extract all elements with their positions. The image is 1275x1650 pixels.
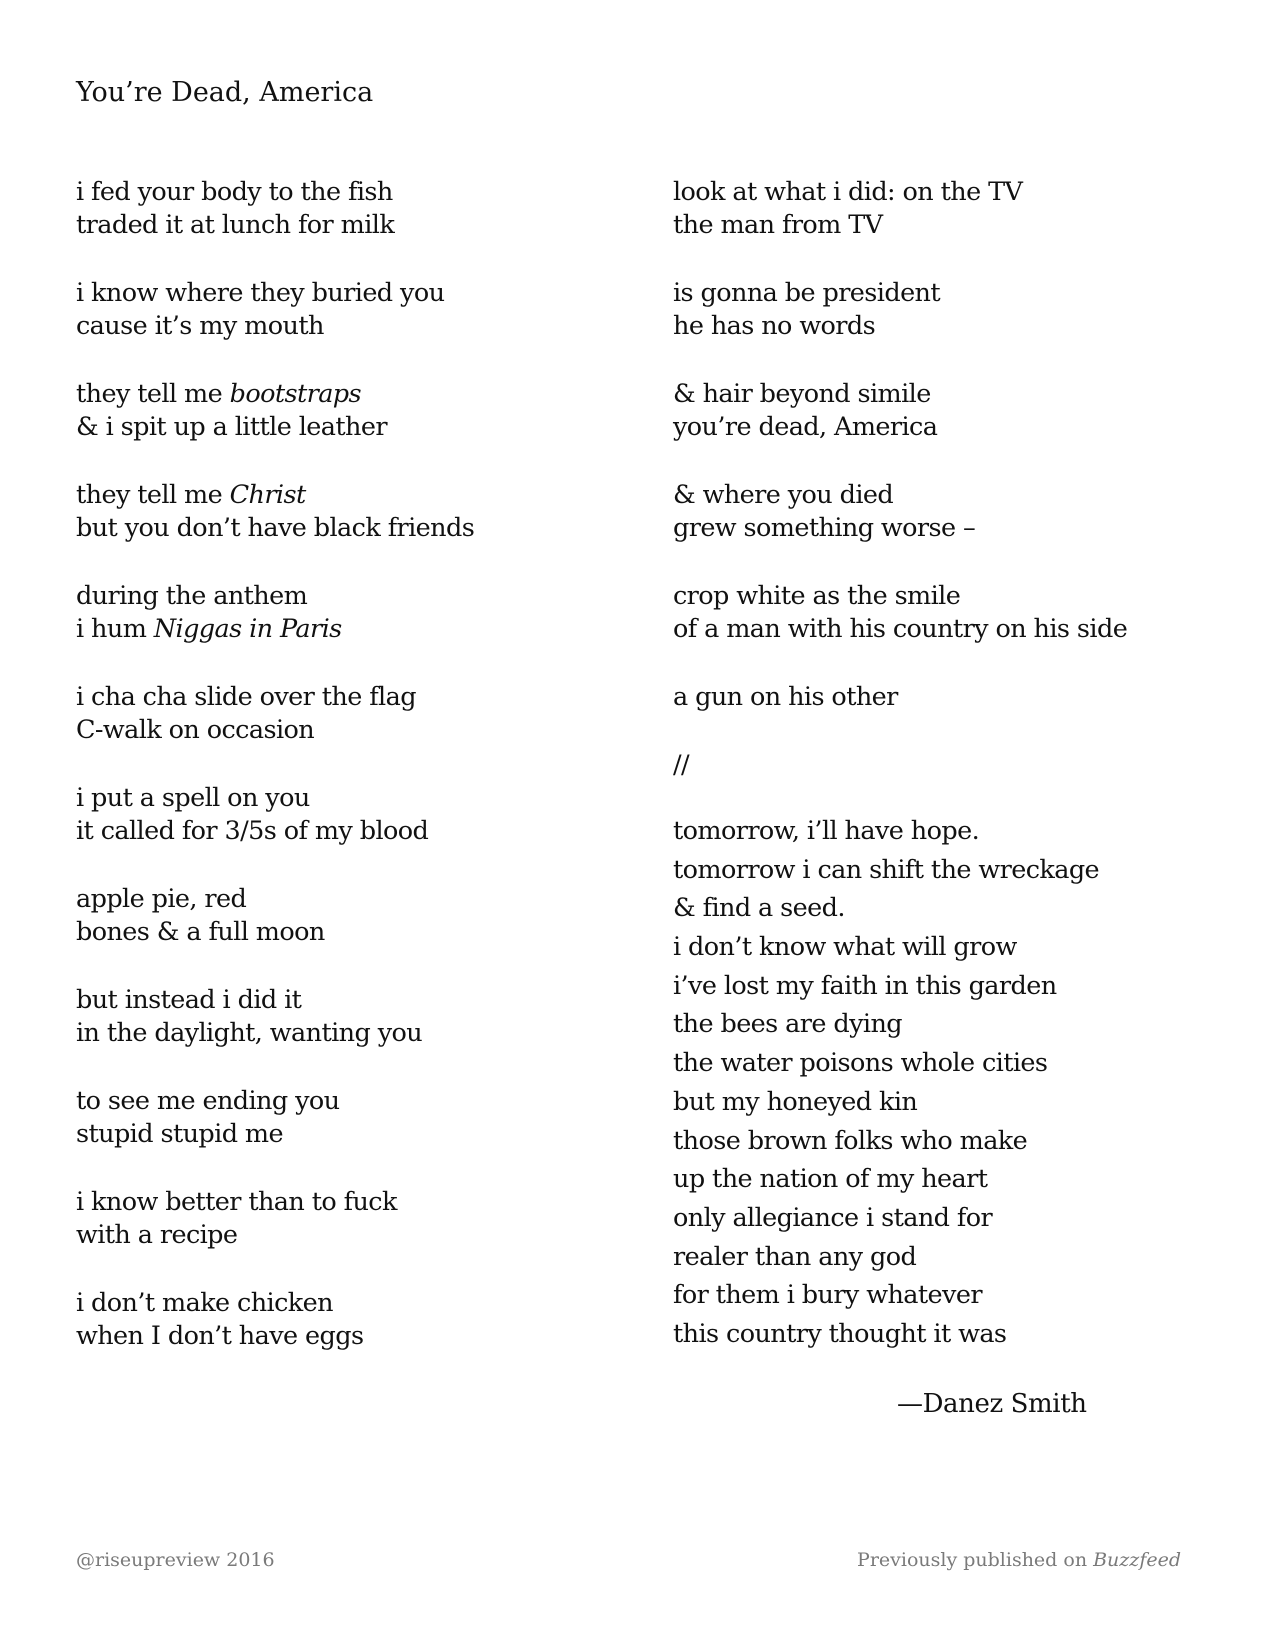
line-emphasis: bootstraps [229,379,362,409]
poem-line [76,782,636,815]
line-text: bones & a full moon [76,917,325,947]
line-text: to see me ending you [76,1086,340,1116]
line-text: & hair beyond simile [673,379,931,409]
poem-line: i don’t know what will grow [673,932,1017,963]
poem-line [673,411,1233,444]
poem-line [76,1186,636,1219]
stanza [76,681,636,747]
line-text: a gun on his other [673,682,898,712]
line-emphasis: Christ [229,480,306,510]
poem-line [76,613,636,646]
poem-line [673,512,1233,545]
stanza [673,277,1233,343]
author-signature: —Danez Smith [897,1389,1087,1419]
footer-copyright: @riseupreview 2016 [76,1549,275,1571]
poem-line [673,681,1233,714]
poem-line [76,479,636,512]
poem-line [76,310,636,343]
line-text: crop white as the smile [673,581,961,611]
line-text: look at what i did: on the TV [673,177,1023,207]
section-separator: // [673,750,689,780]
line-text: with a recipe [76,1220,238,1250]
footer-publication-source: Buzzfeed [1093,1549,1181,1571]
poem-line [76,512,636,545]
line-text: i hum [76,614,154,644]
stanza [76,984,636,1050]
poem-line [673,580,1233,613]
poem-line [76,580,636,613]
poem-left-column [76,176,636,1388]
line-text: is gonna be president [673,278,941,308]
poem-line: for them i bury whatever [673,1280,982,1311]
line-text: i cha cha slide over the flag [76,682,416,712]
line-text: but instead i did it [76,985,302,1015]
poem-line [673,209,1233,242]
line-text: when I don’t have eggs [76,1321,364,1351]
poem-line [76,916,636,949]
poem-line: this country thought it was [673,1318,1007,1349]
stanza [76,1186,636,1252]
poem-title: You’re Dead, America [76,77,374,108]
stanza [76,378,636,444]
line-text: grew something worse – [673,513,976,543]
poem-line: the bees are dying [673,1009,902,1040]
stanza [76,1287,636,1353]
poem-line: tomorrow i can shift the wreckage [673,854,1100,885]
poem-line [76,883,636,916]
stanza [76,782,636,848]
line-text: stupid stupid me [76,1119,284,1149]
line-text: it called for 3/5s of my blood [76,816,429,846]
stanza [76,479,636,545]
footer-publication-prefix: Previously published on [857,1549,1094,1571]
line-text: the man from TV [673,210,883,240]
stanza [76,1085,636,1151]
poem-line [673,176,1233,209]
poem-line [76,815,636,848]
poem-line [76,714,636,747]
poem-line [673,310,1233,343]
poem-line [76,1118,636,1151]
poem-line [76,1085,636,1118]
line-text: i know better than to fuck [76,1187,397,1217]
line-text: i put a spell on you [76,783,310,813]
stanza [76,277,636,343]
poem-line: i’ve lost my faith in this garden [673,970,1057,1001]
poem-line: realer than any god [673,1241,917,1272]
line-text: C-walk on occasion [76,715,315,745]
poem-line: those brown folks who make [673,1125,1028,1156]
poem-line [76,1287,636,1320]
footer-publication-note [857,1548,1181,1572]
line-text: in the daylight, wanting you [76,1018,423,1048]
poem-line: up the nation of my heart [673,1164,988,1195]
stanza [673,580,1233,646]
poem-line [673,277,1233,310]
stanza [76,176,636,242]
stanza [673,479,1233,545]
poem-right-column [673,176,1233,1389]
poem-line [76,277,636,310]
poem-line [673,613,1233,646]
line-text: he has no words [673,311,876,341]
line-text: traded it at lunch for milk [76,210,395,240]
line-text: & where you died [673,480,894,510]
poem-line: only allegiance i stand for [673,1202,993,1233]
line-text: they tell me [76,379,230,409]
poem-line: but my honeyed kin [673,1086,918,1117]
line-text: apple pie, red [76,884,247,914]
line-text: but you don’t have black friends [76,513,475,543]
line-text: they tell me [76,480,230,510]
line-text: i don’t make chicken [76,1288,333,1318]
poem-line [673,378,1233,411]
line-text: i fed your body to the fish [76,177,393,207]
right-column-stanzas [673,176,1233,714]
poem-line: & find a seed. [673,893,845,924]
line-text: you’re dead, America [673,412,938,442]
stanza [673,176,1233,242]
line-text: during the anthem [76,581,308,611]
stanza [673,378,1233,444]
line-emphasis: Niggas in Paris [153,614,342,644]
poem-line [76,681,636,714]
stanza [76,580,636,646]
poem-line [76,209,636,242]
poem-line [76,1219,636,1252]
stanza [673,681,1233,714]
line-text: & i spit up a little leather [76,412,387,442]
poem-line [76,378,636,411]
line-text: of a man with his country on his side [673,614,1128,644]
poem-line: tomorrow, i’ll have hope. [673,816,980,846]
line-text: i know where they buried you [76,278,445,308]
poem-line [76,411,636,444]
line-text: cause it’s my mouth [76,311,324,341]
poem-line [673,479,1233,512]
poem-line [76,1320,636,1353]
poem-line [76,1017,636,1050]
stanza [76,883,636,949]
final-stanza [673,812,1233,1354]
poem-line [76,984,636,1017]
poem-line: the water poisons whole cities [673,1048,1048,1079]
poem-line [76,176,636,209]
